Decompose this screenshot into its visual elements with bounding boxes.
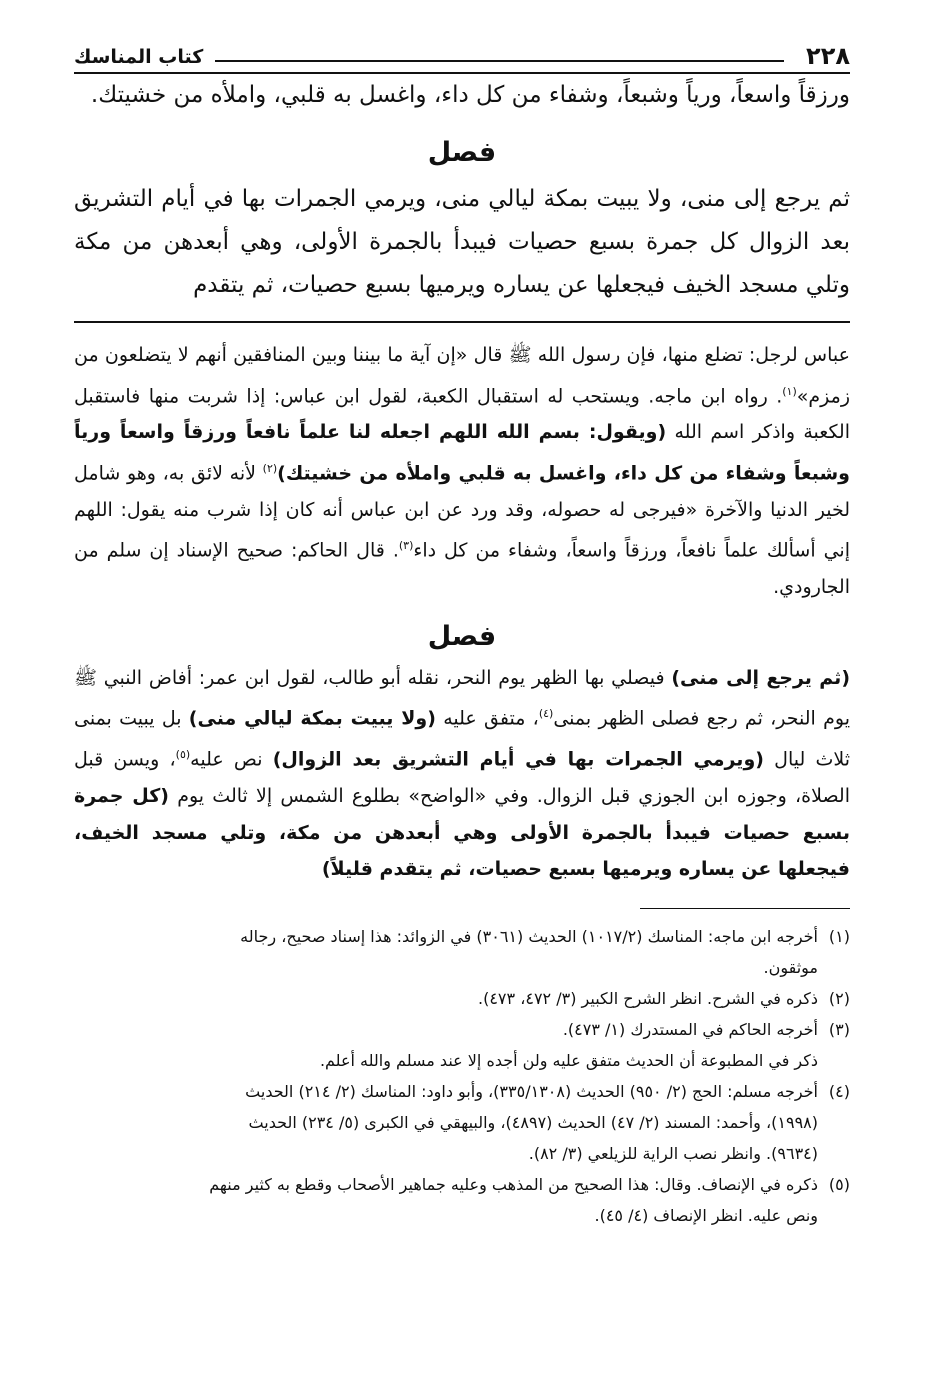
footnote-continuation: موثقون. xyxy=(763,957,818,977)
quoted-matn: (ثم يرجع إلى منى) xyxy=(671,666,850,689)
footnote-text: ذكره في الشرح. انظر الشرح الكبير (٣/ ٤٧٢، ٤٧٣). xyxy=(478,988,818,1008)
footnote-number: (٣) xyxy=(828,1019,850,1039)
footnote-ref: (٢) xyxy=(262,461,278,475)
footnote-ref: (١) xyxy=(782,384,797,398)
section-heading: فصل xyxy=(427,137,497,168)
footnote-item xyxy=(74,983,850,1014)
footnote-continuation: ذكر في المطبوعة أن الحديث متفق عليه ولن أجده إلا عند مسلم والله أعلم. xyxy=(319,1050,818,1070)
footnote-text: أخرجه ابن ماجه: المناسك (١٠١٧/٢) الحديث (٣٠٦١) في الزوائد: هذا إسناد صحيح، رجاله xyxy=(240,926,818,946)
commentary-text: ، متفق عليه xyxy=(435,707,539,730)
section-heading: فصل xyxy=(427,621,497,653)
footnotes xyxy=(74,921,850,1231)
commentary-text: . رواه ابن ماجه. ويستحب له استقبال الكعبة، لقول ابن عباس: إذا شربت منها فاستقبل الكعبة واذكر اسم الله xyxy=(74,384,850,444)
main-text xyxy=(74,74,850,307)
footnote-continuation: (١٩٩٨)، وأحمد: المسند (٢/ ٤٧) الحديث (٤٨٩٧)، والبيهقي في الكبرى (٥/ ٢٣٤) الحديث xyxy=(248,1112,818,1132)
quoted-matn: (ويرمي الجمرات بها في أيام التشريق بعد الزوال) xyxy=(272,748,764,771)
commentary-text: . قال الحاكم: صحيح الإسناد إن سلم من الجارودي. xyxy=(74,539,850,598)
page-number: ٢٢٨ xyxy=(806,42,850,70)
commentary-paragraph xyxy=(74,660,850,888)
commentary-text: بل يبيت بمنى ثلاث ليال xyxy=(74,707,850,771)
commentary-paragraph xyxy=(74,337,850,605)
footnote-continuation: (٩٦٣٤). وانظر نصب الراية للزيلعي (٣/ ٨٢). xyxy=(528,1143,818,1163)
commentary xyxy=(74,337,850,888)
footnote-number: (٤) xyxy=(828,1081,850,1101)
book-page xyxy=(74,30,850,1231)
footnote-item xyxy=(74,1169,850,1231)
commentary-text: فيصلي بها الظهر يوم النحر، نقله أبو طالب، لقول ابن عمر: أفاض النبي ﷺ يوم النحر، ثم رجع فصلى الظهر بمنى xyxy=(74,666,850,730)
header-rule xyxy=(215,60,784,62)
footnote-ref: (٥) xyxy=(175,748,191,762)
footnote-item xyxy=(74,1076,850,1169)
footnote-number: (١) xyxy=(828,926,850,946)
footnote-text: أخرجه الحاكم في المستدرك (١/ ٤٧٣). xyxy=(562,1019,818,1039)
commentary-text: نص عليه xyxy=(190,748,273,771)
commentary-text: لأنه لائق به، وهو شامل لخير الدنيا والآخرة «فيرجى له حصوله، وقد ورد عن ابن عباس أنه كان إذا شرب منه يقول: اللهم إني أسألك علماً نافعاً، ورزقاً واسعاً، وشفاء من كل داء xyxy=(74,462,851,562)
commentary-text: عباس لرجل: تضلع منها، فإن رسول الله ﷺ قال «إن آية ما بيننا وبين المنافقين أنهم لا يتضلعون من زمزم» xyxy=(74,344,850,407)
footnote-number: (٢) xyxy=(828,988,850,1008)
footnote-ref: (٣) xyxy=(398,539,414,553)
footnote-continuation: ونص عليه. انظر الإنصاف (٤/ ٤٥). xyxy=(594,1205,818,1225)
footnote-ref: (٤) xyxy=(538,707,554,721)
footnote-text: ذكره في الإنصاف. وقال: هذا الصحيح من المذهب وعليه جماهير الأصحاب وقطع به كثير منهم xyxy=(209,1174,818,1194)
commentary-text: ، ويسن قبل الصلاة، وجوزه ابن الجوزي قبل الزوال. وفي «الواضح» بطلوع الشمس إلا ثالث يوم xyxy=(74,748,850,808)
footnote-rule xyxy=(640,908,850,909)
footnote-item xyxy=(74,1014,850,1076)
footnote-item xyxy=(74,921,850,983)
quoted-matn: (كل جمرة بسبع حصيات فيبدأ بالجمرة الأولى وهي أبعدهن من مكة، وتلي مسجد الخيف، فيجعلها عن يساره ويرميها بسبع حصيات، ثم يتقدم قليلاً) xyxy=(74,785,850,881)
quoted-matn: (ولا يبيت بمكة ليالي منى) xyxy=(188,707,436,730)
page-header xyxy=(74,30,850,70)
intro-paragraph: ورزقاً واسعاً، ورياً وشبعاً، وشفاء من كل داء، واغسل به قلبي، واملأه من خشيتك. xyxy=(90,82,850,108)
footnote-text: أخرجه مسلم: الحج (٢/ ٩٥٠) الحديث (٣٣٥/١٣٠٨)، وأبو داود: المناسك (٢/ ٢١٤) الحديث xyxy=(245,1081,818,1101)
footnote-number: (٥) xyxy=(828,1174,850,1194)
text-commentary-divider xyxy=(74,321,850,323)
section-paragraph: ثم يرجع إلى منى، ولا يبيت بمكة ليالي منى، ويرمي الجمرات بها في أيام التشريق بعد الزوال كل جمرة بسبع حصيات فيبدأ بالجمرة الأولى، وهي أبعدهن من مكة وتلي مسجد الخيف فيجعلها عن يساره ويرميها بسبع حصيات، ثم يتقدم xyxy=(74,186,850,298)
running-title: كتاب المناسك xyxy=(74,46,204,68)
quoted-matn: (ويقول: بسم الله اللهم اجعله لنا علماً نافعاً ورزقاً واسعاً ورياً وشبعاً وشفاء من كل داء، واغسل به قلبي واملأه من خشيتك) xyxy=(74,421,850,485)
